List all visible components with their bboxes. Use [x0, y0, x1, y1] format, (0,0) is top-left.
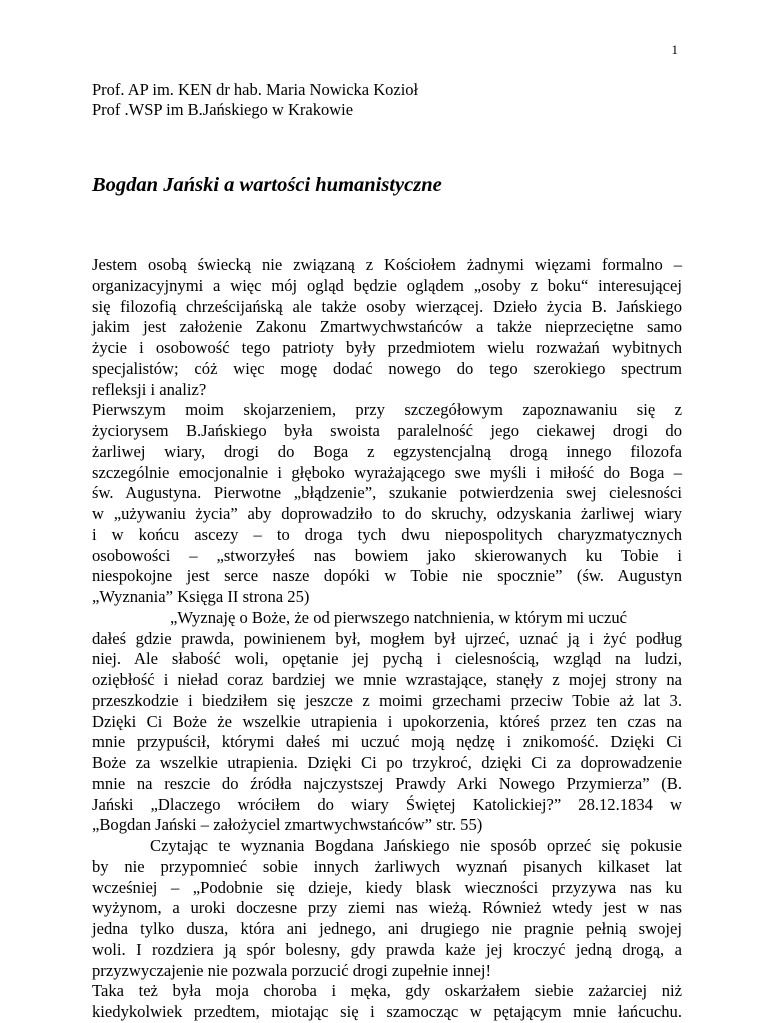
text-line: refleksji i analiz? — [92, 379, 207, 399]
text-line: wcześniej – „Podobnie się dzieje, kiedy blask wieczności przyzywa nas ku — [92, 877, 682, 897]
text-line: przeszkodzie i biedziłem się jeszcze z moimi grzechami przeciw Tobie aż lat 3. — [92, 690, 682, 710]
page-number: 1 — [671, 42, 678, 57]
text-line: osobowości – „stworzyłeś nas bowiem jako skierowanych ku Tobie i — [92, 545, 682, 565]
text-line: niespokojne jest serce nasze dopóki w Tobie nie spocznie” (św. Augustyn — [92, 566, 682, 586]
text-line: Czytając te wyznania Bogdana Jańskiego nie sposób oprzeć się pokusie — [150, 836, 682, 855]
text-line: Boże za wszelkie utrapienia. Dzięki Ci po trzykroć, dzięki Ci za doprowadzenie — [92, 753, 682, 772]
text-line: „Wyznaję o Boże, że od pierwszego natchnienia, w którym mi uczuć — [170, 607, 627, 627]
text-line: organizacyjnymi a więc mój ogląd będzie oglądem „osoby z boku“ interesującej — [92, 275, 682, 295]
text-line: niej. Ale słabość woli, opętanie jej pychą i cielesnością, wzgląd na ludzi, — [92, 649, 682, 669]
text-line: „Bogdan Jański – założyciel zmartwychwstańców” str. 55) — [92, 815, 483, 835]
text-line: Pierwszym moim skojarzeniem, przy szczegółowym zapoznawaniu się z — [92, 400, 682, 420]
text-line: oziębłość i nieład coraz bardziej we mnie wzrastające, stanęły z mojej strony na — [92, 670, 682, 689]
text-line: żarliwej wiary, drogi do Boga z egzystencjalną drogą innego filozofa — [92, 441, 682, 461]
text-line: by nie przypomnieć sobie innych żarliwych wyznań pisanych kilkaset lat — [92, 856, 682, 876]
text-line: woli. I rozdziera ją spór bolesny, gdy prawda każe jej kroczyć jedną drogą, a — [92, 939, 682, 959]
text-line: jedna tylko dusza, która ani jednego, ani drugiego nie pragnie pełnią swojej — [92, 919, 682, 938]
text-line: dałeś gdzie prawda, powinienem był, mogłem był ujrzeć, uznać ją i żyć podług — [92, 628, 682, 648]
text-line: życie i osobowość tego patrioty były przedmiotem wielu rozważań wybitnych — [92, 338, 682, 357]
text-line: „Wyznania” Księga II strona 25) — [92, 587, 310, 606]
text-line: szczególnie emocjonalnie i głęboko wyrażającego swe myśli i miłość do Boga – — [92, 462, 682, 482]
text-line: i w końcu ascezy – to droga tych dwu niepospolitych charyzmatycznych — [92, 524, 682, 544]
text-line: mnie przypuścił, którymi dałeś mi uczuć moją nędzę i znikomość. Dzięki Ci — [92, 732, 682, 752]
body-text — [92, 255, 682, 1023]
text-line: w „używaniu życia” aby doprowadziło to do skruchy, odzyskania żarliwej wiary — [92, 504, 682, 523]
text-line: Taka też była moja choroba i męka, gdy oskarżałem siebie zażarciej niż — [92, 981, 682, 1001]
text-line: jakim jest założenie Zakonu Zmartwychwstańców a także nieprzeciętne samo — [92, 317, 682, 337]
text-line: św. Augustyna. Pierwotne „błądzenie”, szukanie potwierdzenia swej cielesności — [92, 483, 682, 503]
document-title: Bogdan Jański a wartości humanistyczne — [92, 174, 442, 196]
text-line: mnie na reszcie do źródła najczystszej Prawdy Arki Nowego Przymierza” (B. — [92, 773, 682, 793]
text-line: kiedykolwiek przedtem, miotając się i szamocząc w pętającym mnie łańcuchu. — [92, 1002, 682, 1021]
text-line: życiorysem B.Jańskiego była swoista paralelność jego ciekawej drogi do — [92, 421, 682, 440]
text-line: Dzięki Ci Boże że wszelkie utrapienia i upokorzenia, któreś przez ten czas na — [92, 711, 682, 731]
text-line: się filozofią chrześcijańską ale także osoby wierzącej. Dzieło życia B. Jańskiego — [92, 296, 682, 316]
text-line: wyżynom, a uroki doczesne przy ziemi nas wieżą. Również wtedy jest w nas — [92, 898, 682, 918]
author-line-name: Prof. AP im. KEN dr hab. Maria Nowicka Kozioł — [92, 80, 419, 99]
text-line: specjalistów; cóż więc mogę dodać nowego do tego szerokiego spectrum — [92, 358, 682, 378]
author-line-affiliation: Prof .WSP im B.Jańskiego w Krakowie — [92, 100, 354, 119]
text-line: Jański „Dlaczego wróciłem do wiary Świętej Katolickiej?” 28.12.1834 w — [92, 794, 682, 814]
text-line: przyzwyczajenie nie pozwala porzucić drogi zupełnie innej! — [92, 960, 491, 980]
text-line: Jestem osobą świecką nie związaną z Kościołem żadnymi więzami formalno – — [92, 255, 682, 274]
